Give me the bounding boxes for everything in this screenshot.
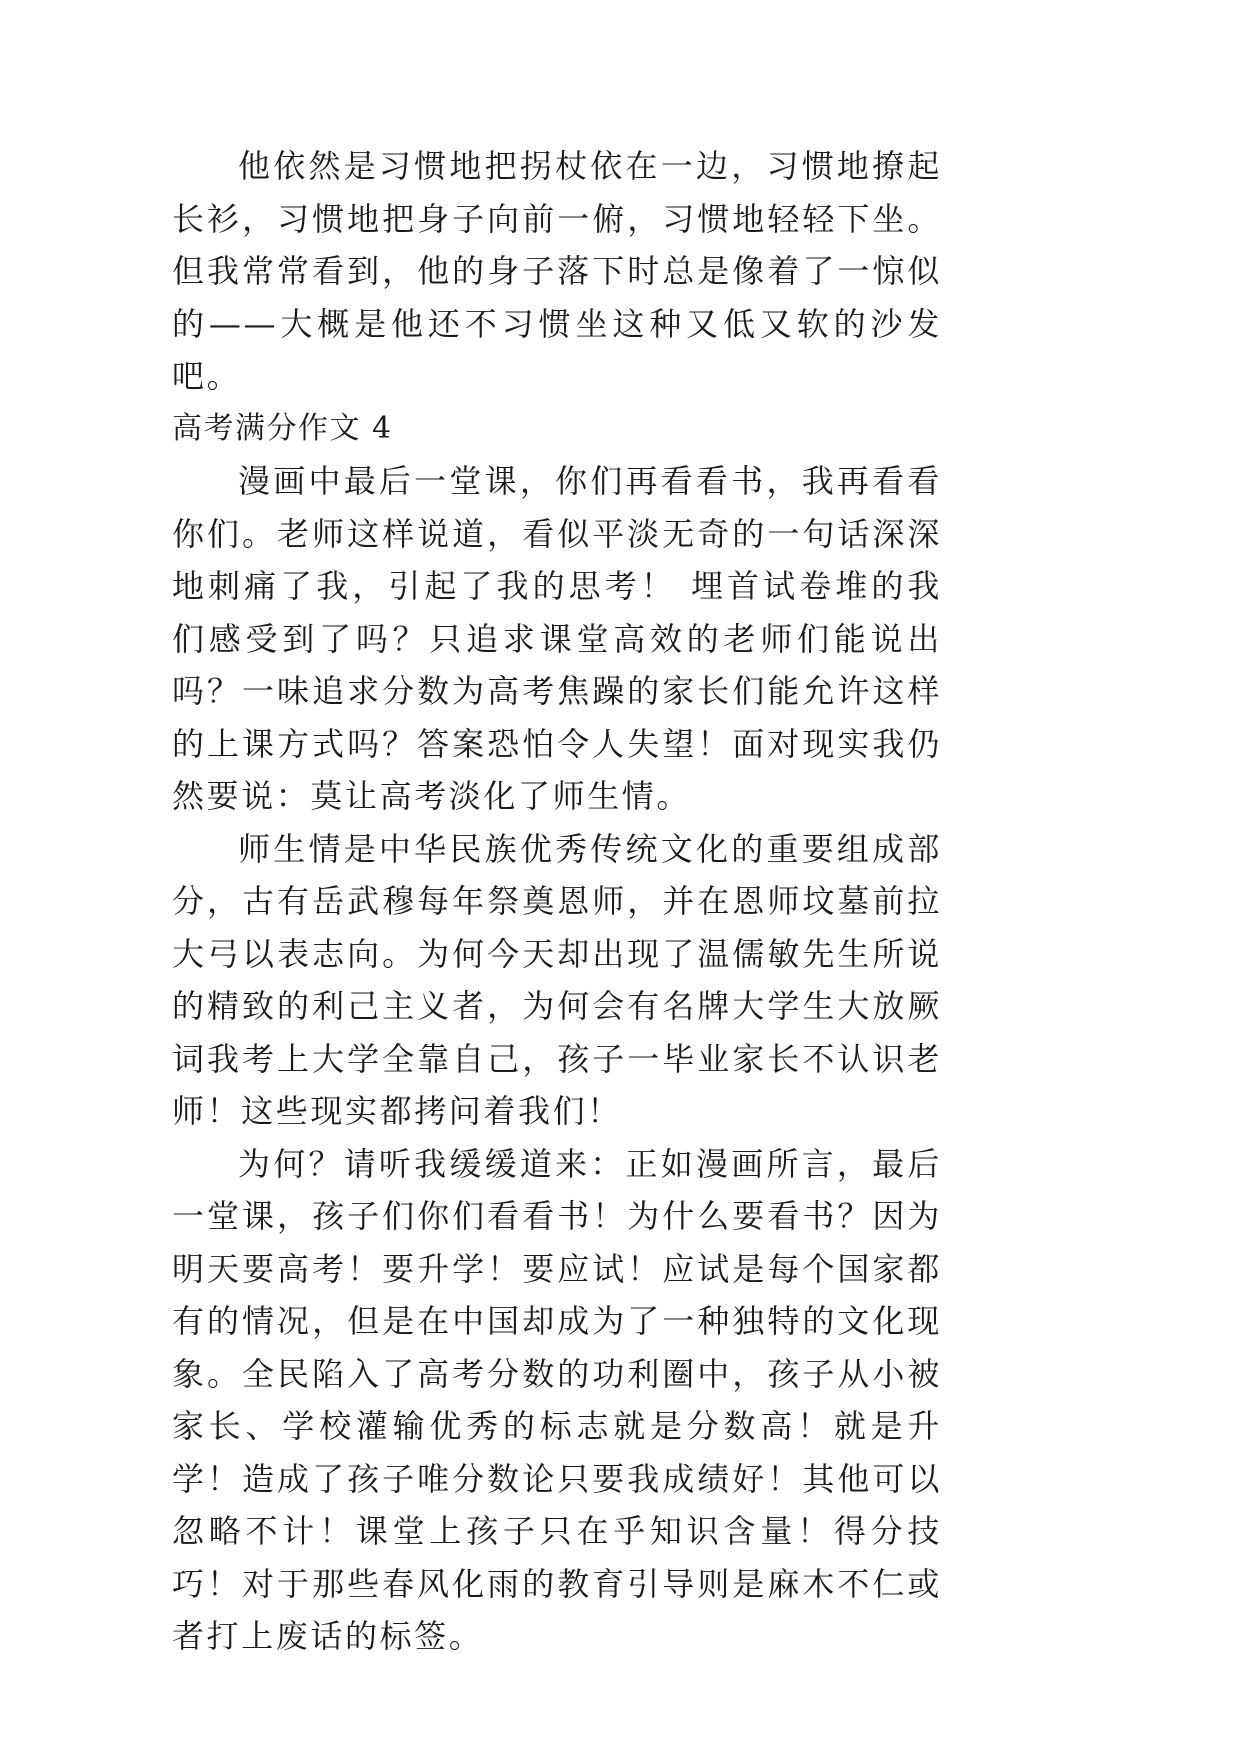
paragraph-3: 师生情是中华民族优秀传统文化的重要组成部分，古有岳武穆每年祭奠恩师，并在恩师坟墓前拉大弓以表志向。为何今天却出现了温儒敏先生所说的精致的利己主义者，为何会有名牌大学生大放厥词我考上大学全靠自己，孩子一毕业家长不认识老师！这些现实都拷问着我们！ bbox=[172, 829, 942, 1130]
document-body bbox=[172, 140, 942, 1663]
paragraph-1: 他依然是习惯地把拐杖依在一边，习惯地撩起长衫，习惯地把身子向前一俯，习惯地轻轻下坐。但我常常看到，他的身子落下时总是像着了一惊似的——大概是他还不习惯坐这种又低又软的沙发吧。 bbox=[172, 147, 942, 395]
paragraph-2: 漫画中最后一堂课，你们再看看书，我再看看你们。老师这样说道，看似平淡无奇的一句话深深地刺痛了我，引起了我的思考！ 埋首试卷堆的我们感受到了吗？只追求课堂高效的老师们能说出吗？一味追求分数为高考焦躁的家长们能允许这样的上课方式吗？答案恐怕令人失望！面对现实我仍然要说：莫让高考淡化了师生情。 bbox=[172, 462, 942, 815]
section-title: 高考满分作文 4 bbox=[172, 410, 393, 446]
paragraph-4: 为何？请听我缓缓道来：正如漫画所言，最后一堂课，孩子们你们看看书！为什么要看书？因为明天要高考！要升学！要应试！应试是每个国家都有的情况，但是在中国却成为了一种独特的文化现象。全民陷入了高考分数的功利圈中，孩子从小被家长、学校灌输优秀的标志就是分数高！就是升学！造成了孩子唯分数论只要我成绩好！其他可以忽略不计！课堂上孩子只在乎知识含量！得分技巧！对于那些春风化雨的教育引导则是麻木不仁或者打上废话的标签。 bbox=[172, 1144, 942, 1655]
